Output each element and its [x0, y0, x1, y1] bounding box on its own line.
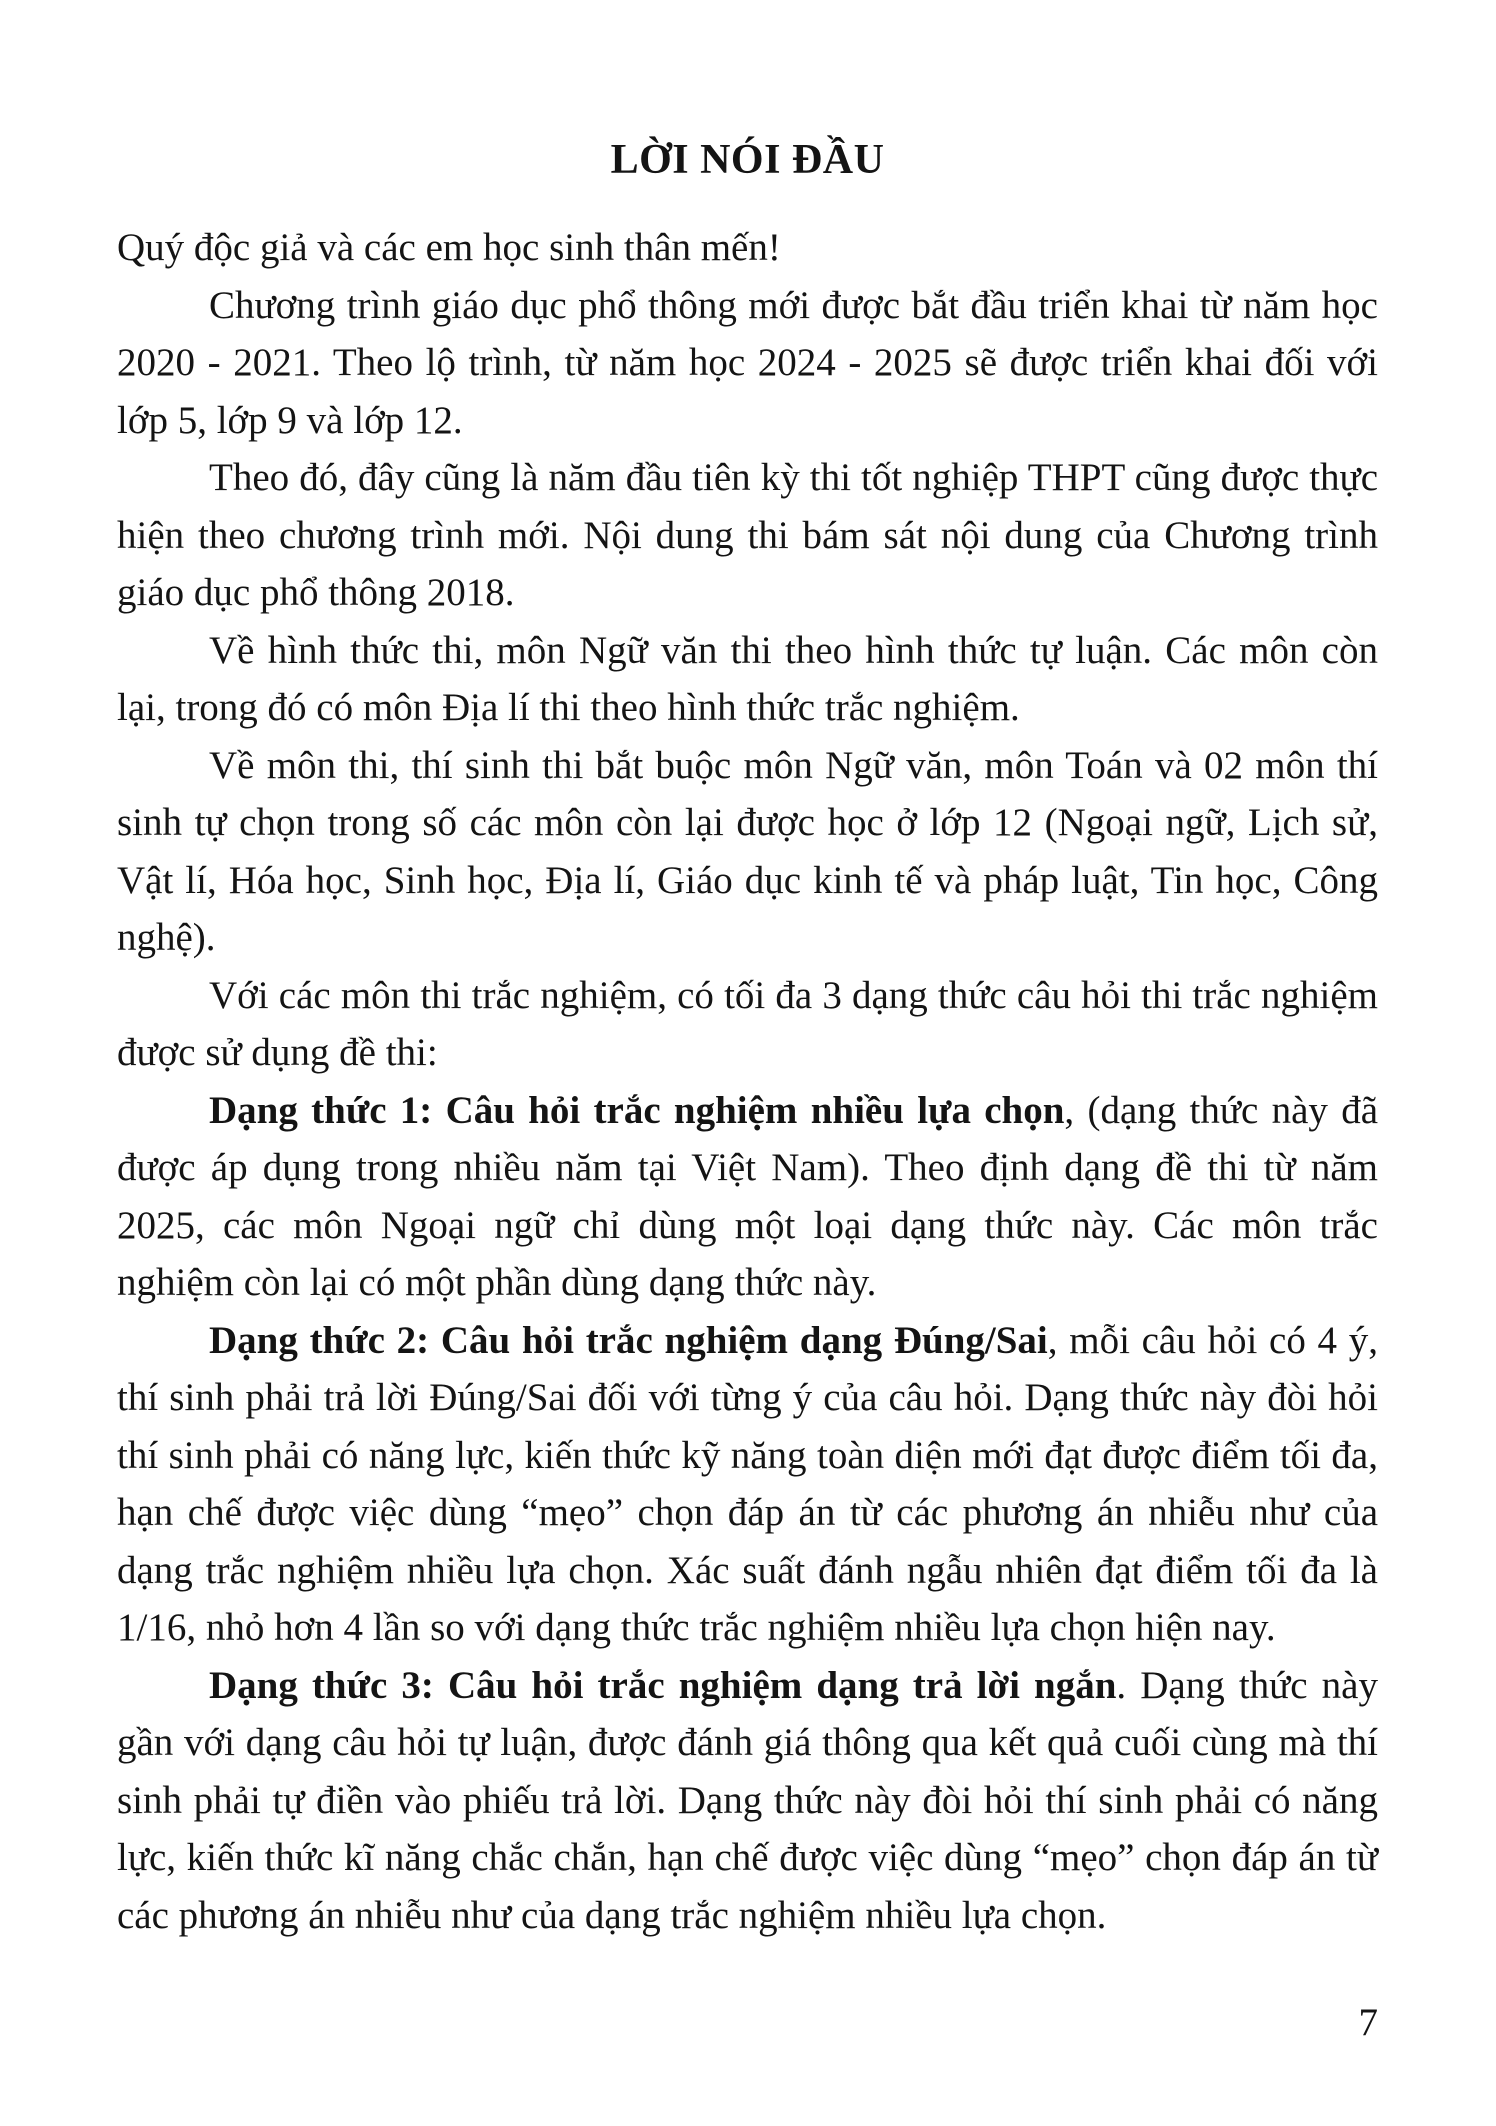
paragraph	[117, 277, 1378, 450]
paragraph-text-run: , mỗi câu hỏi có 4 ý, thí sinh phải trả lời Đúng/Sai đối với từng ý của câu hỏi. Dạng thức này đòi hỏi thí sinh phải có năng lực, kiến thức kỹ năng toàn diện mới đạt được điểm tối đa, hạn chế được việc dùng “mẹo” chọn đáp án từ các phương án nhiễu như của dạng trắc nghiệm nhiều lựa chọn. Xác suất đánh ngẫu nhiên đạt điểm tối đa là 1/16, nhỏ hơn 4 lần so với dạng thức trắc nghiệm nhiều lựa chọn hiện nay.	[117, 1318, 1379, 1649]
paragraph	[117, 1657, 1378, 1945]
paragraph-text-run: Chương trình giáo dục phổ thông mới được bắt đầu triển khai từ năm học 2020 - 2021. Theo lộ trình, từ năm học 2024 - 2025 sẽ được triển khai đối với lớp 5, lớp 9 và lớp 12.	[117, 283, 1378, 442]
paragraph	[117, 967, 1378, 1082]
page-title: LỜI NÓI ĐẦU	[610, 137, 885, 183]
paragraph-bold-run: Dạng thức 2: Câu hỏi trắc nghiệm dạng Đúng/Sai	[209, 1318, 1048, 1362]
paragraph	[117, 449, 1378, 622]
paragraph-bold-run: Dạng thức 1: Câu hỏi trắc nghiệm nhiều lựa chọn	[209, 1088, 1065, 1132]
paragraph-text-run: Với các môn thi trắc nghiệm, có tối đa 3 dạng thức câu hỏi thi trắc nghiệm được sử dụng đề thi:	[117, 973, 1378, 1074]
paragraph-text-run: Theo đó, đây cũng là năm đầu tiên kỳ thi tốt nghiệp THPT cũng được thực hiện theo chương trình mới. Nội dung thi bám sát nội dung của Chương trình giáo dục phổ thông 2018.	[117, 456, 1378, 614]
paragraph	[117, 1082, 1378, 1312]
paragraph-text-run: Về môn thi, thí sinh thi bắt buộc môn Ngữ văn, môn Toán và 02 môn thí sinh tự chọn trong số các môn còn lại được học ở lớp 12 (Ngoại ngữ, Lịch sử, Vật lí, Hóa học, Sinh học, Địa lí, Giáo dục kinh tế và pháp luật, Tin học, Công nghệ).	[117, 743, 1378, 959]
paragraph	[117, 622, 1378, 737]
paragraph	[117, 219, 1378, 277]
paragraph	[117, 737, 1378, 967]
paragraph-bold-run: Dạng thức 3: Câu hỏi trắc nghiệm dạng trả lời ngắn	[209, 1663, 1117, 1707]
paragraph-text-run: . Dạng thức này gần với dạng câu hỏi tự luận, được đánh giá thông qua kết quả cuối cùng mà thí sinh phải tự điền vào phiếu trả lời. Dạng thức này đòi hỏi thí sinh phải có năng lực, kiến thức kĩ năng chắc chắn, hạn chế được việc dùng “mẹo” chọn đáp án từ các phương án nhiễu như của dạng trắc nghiệm nhiều lựa chọn.	[117, 1663, 1378, 1937]
document-body	[117, 219, 1378, 1944]
paragraph-text-run: Về hình thức thi, môn Ngữ văn thi theo hình thức tự luận. Các môn còn lại, trong đó có môn Địa lí thi theo hình thức trắc nghiệm.	[117, 628, 1378, 729]
paragraph-text-run: Quý độc giả và các em học sinh thân mến!	[117, 226, 781, 269]
paragraph	[117, 1312, 1378, 1657]
paragraph-text-run: , (dạng thức này đã được áp dụng trong nhiều năm tại Việt Nam). Theo định dạng đề thi từ năm 2025, các môn Ngoại ngữ chỉ dùng một loại dạng thức này. Các môn trắc nghiệm còn lại có một phần dùng dạng thức này.	[117, 1088, 1378, 1304]
page-number: 7	[1358, 2001, 1378, 2044]
